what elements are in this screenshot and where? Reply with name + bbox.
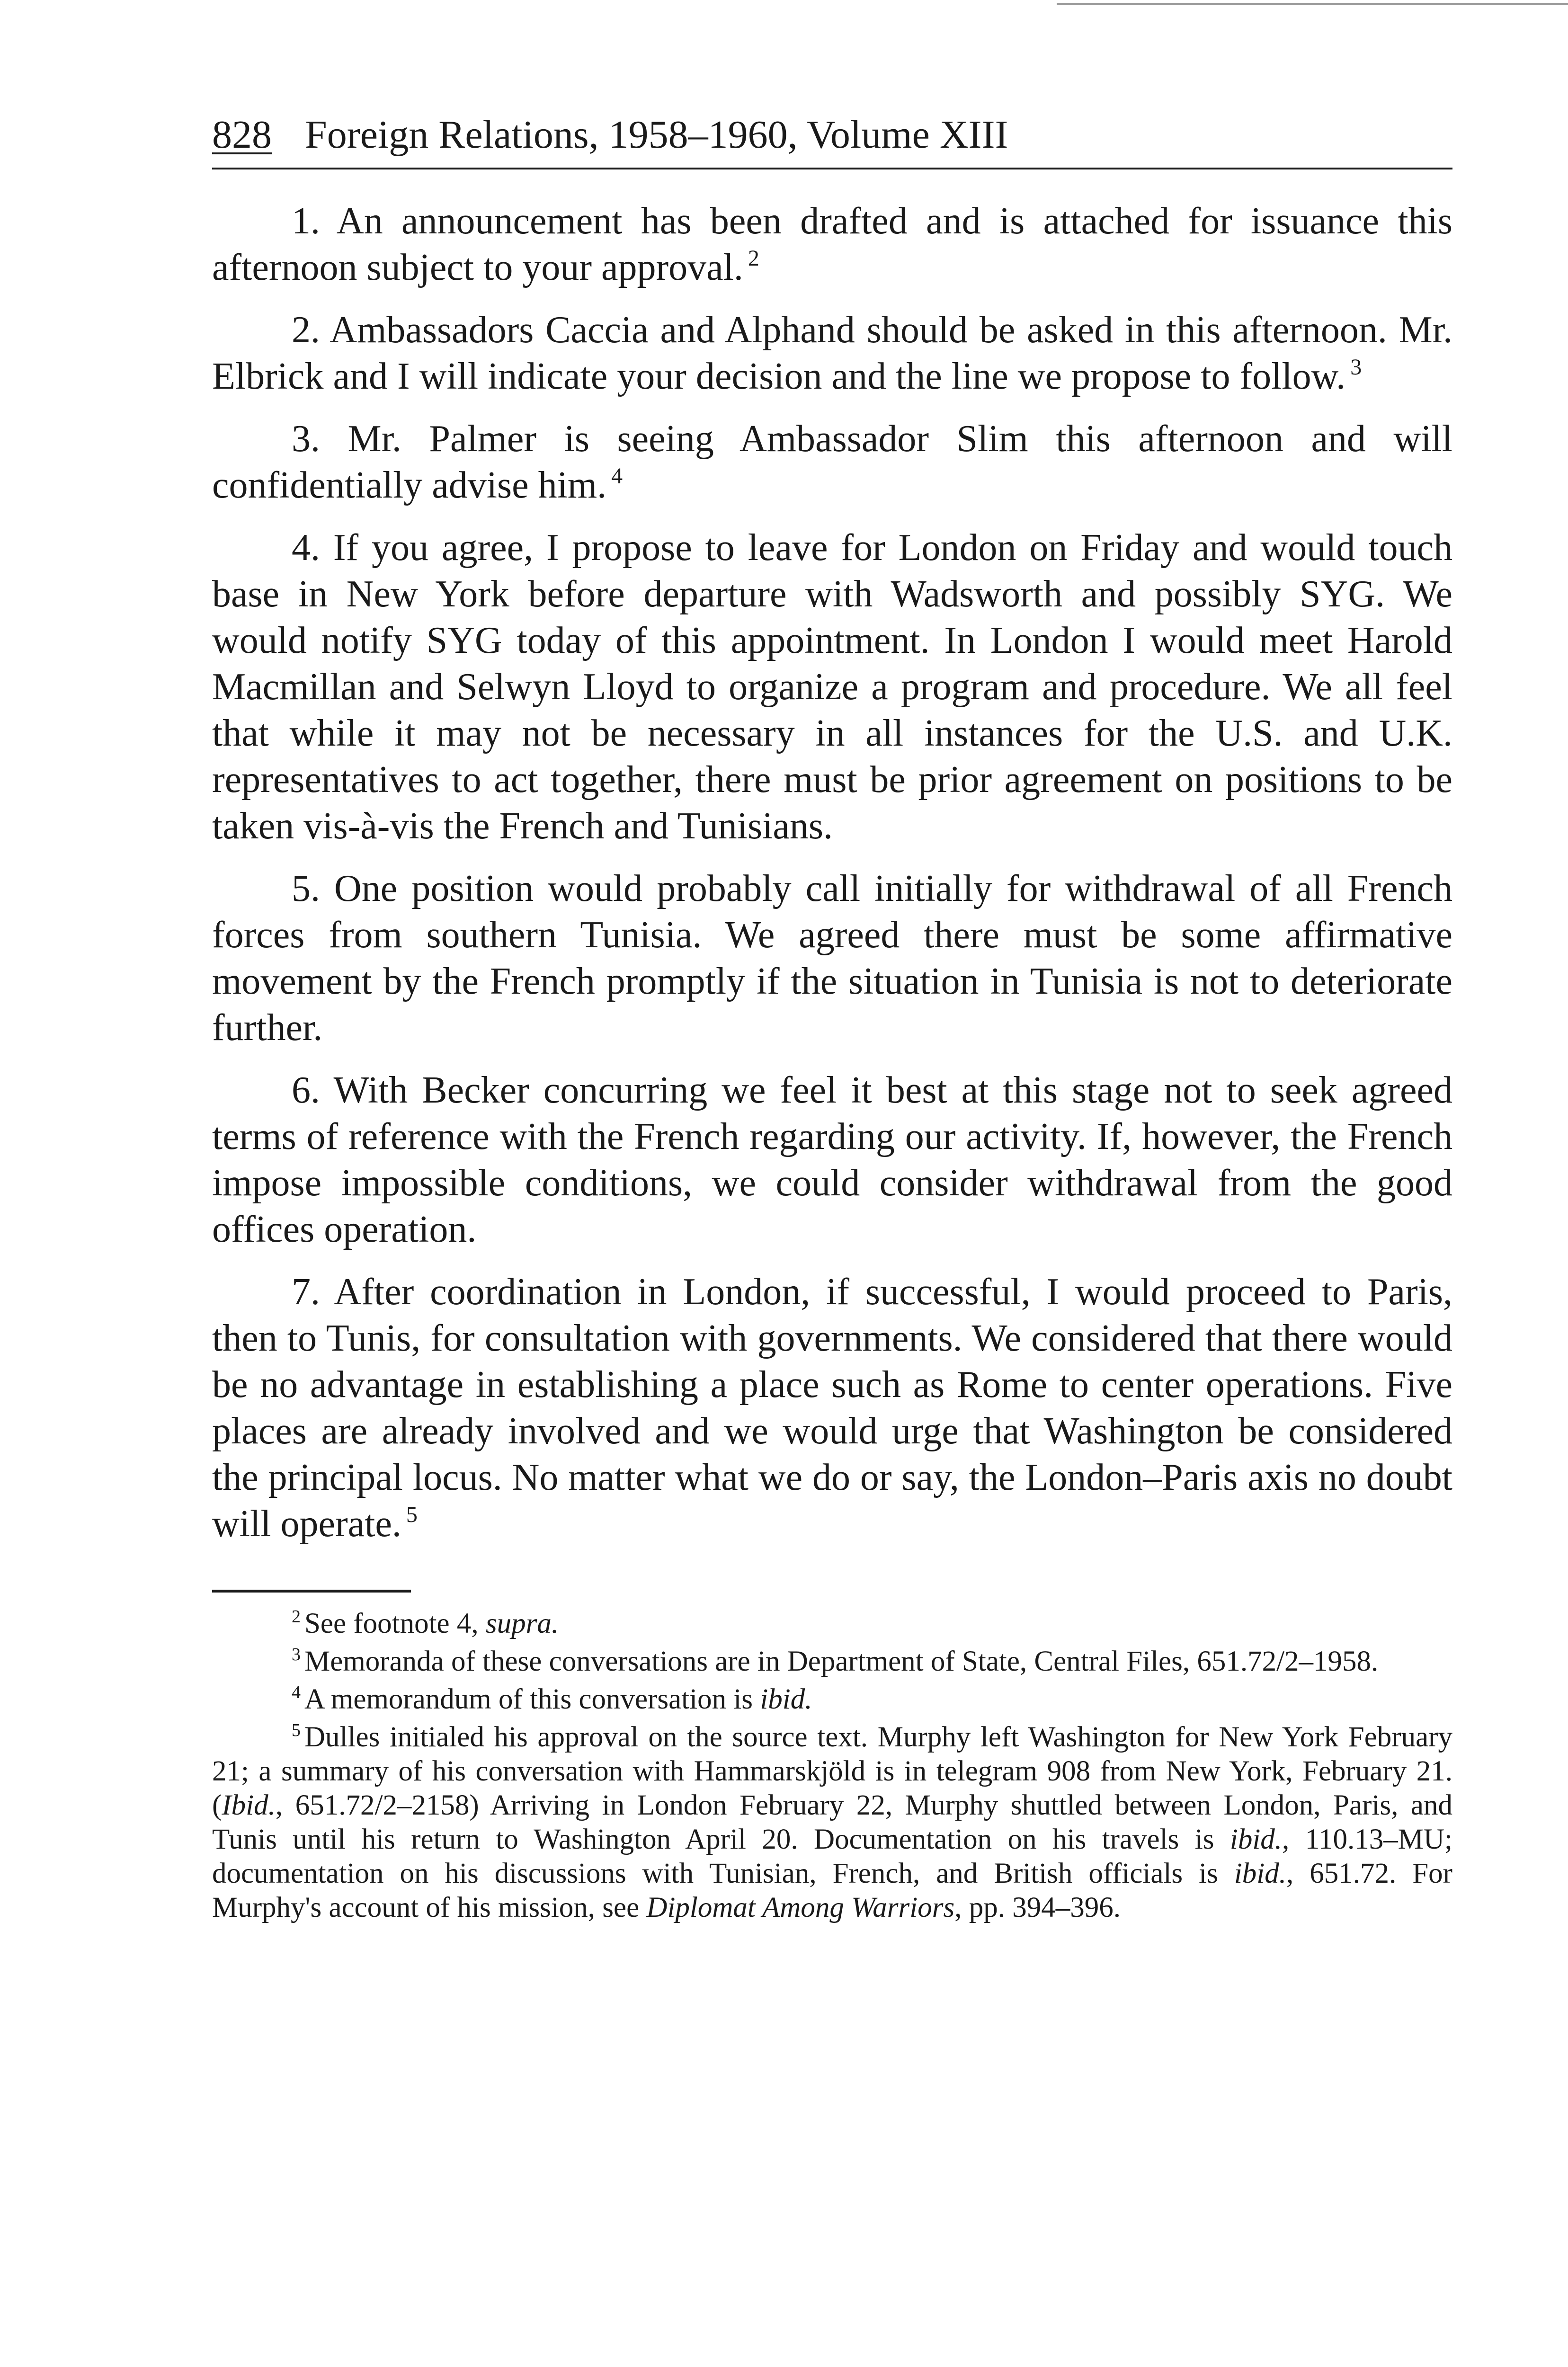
scan-edge-line — [1057, 3, 1568, 5]
paragraph-2 — [212, 307, 1452, 400]
paragraph-7 — [212, 1269, 1452, 1547]
footnote-4 — [212, 1682, 1452, 1717]
footnote-5-italic-d: ibid. — [1229, 1824, 1283, 1855]
paragraph-6-text: 6. With Becker concurring we feel it best at this stage not to seek agreed terms of reference with the French regarding our activity. If, however, the French impose impossible conditions, we could consider withdrawal from the good offices operation. — [212, 1069, 1452, 1250]
footnote-5-text-e: , 110.13–MU; documentation on his discussions with Tunisian, French, and British officials is — [212, 1824, 1452, 1889]
paragraph-1 — [212, 198, 1452, 291]
footnote-5-italic-b: Ibid. — [222, 1789, 276, 1821]
volume-title: Foreign Relations, 1958–1960, Volume XIII — [305, 113, 1008, 157]
paragraph-3-text: 3. Mr. Palmer is seeing Ambassador Slim this afternoon and will confidentially advise him. — [212, 418, 1452, 506]
footnote-2 — [212, 1607, 1452, 1641]
paragraph-6 — [212, 1067, 1452, 1253]
footnote-ref-4: 4 — [611, 463, 623, 489]
paragraph-4 — [212, 525, 1452, 849]
footnote-2-italic: supra. — [485, 1608, 559, 1639]
footnote-2-number: 2 — [292, 1607, 301, 1627]
footnote-4-number: 4 — [292, 1682, 301, 1702]
footnote-5-text-a: Dulles initialed his approval on the source text. Murphy left Washington for New York February 21; a summary of his conversation with Hammarskjöld is in telegram 908 from New York, February 21. ( — [212, 1721, 1452, 1821]
running-header — [212, 109, 1452, 169]
footnote-3-text: Memoranda of these conversations are in Department of State, Central Files, 651.72/2–1958. — [304, 1646, 1379, 1677]
footnote-5 — [212, 1720, 1452, 1925]
footnote-5-text-i: , pp. 394–396. — [954, 1892, 1121, 1923]
footnote-ref-5: 5 — [406, 1502, 418, 1527]
footnote-5-italic-h: Diplomat Among Warriors — [646, 1892, 955, 1923]
footnote-ref-3: 3 — [1350, 355, 1362, 380]
footnote-5-text-c: , 651.72/2–2158) Arriving in London February 22, Murphy shuttled between London, Paris, and Tunis until his return to Washington April 20. Documentation on his travels is — [212, 1789, 1452, 1855]
footnote-4-italic: ibid. — [760, 1683, 812, 1715]
footnote-3 — [212, 1645, 1452, 1679]
footnote-ref-2: 2 — [748, 246, 759, 271]
footnote-rule — [212, 1590, 411, 1593]
page-number: 828 — [212, 113, 272, 157]
paragraph-7-text: 7. After coordination in London, if successful, I would proceed to Paris, then to Tunis, for consultation with governments. We considered that there would be no advantage in establishing a place such as Rome to center operations. Five places are already involved and we would urge that Washington be considered the principal locus. No matter what we do or say, the London–Paris axis no doubt will operate. — [212, 1271, 1452, 1545]
footnote-2-text: See footnote 4, — [304, 1608, 486, 1639]
footnote-5-italic-f: ibid. — [1234, 1858, 1286, 1889]
paragraph-5-text: 5. One position would probably call initially for withdrawal of all French forces from southern Tunisia. We agreed there must be some affirmative movement by the French promptly if the situation in Tunisia is not to deteriorate further. — [212, 868, 1452, 1049]
footnote-4-text: A memorandum of this conversation is — [304, 1683, 760, 1715]
document-page — [212, 109, 1452, 1929]
paragraph-4-text: 4. If you agree, I propose to leave for London on Friday and would touch base in New York before departure with Wadsworth and possibly SYG. We would notify SYG today of this appointment. In London I would meet Harold Macmillan and Selwyn Lloyd to organize a program and procedure. We all feel that while it may not be necessary in all instances for the U.S. and U.K. representatives to act together, there must be prior agreement on positions to be taken vis-à-vis the French and Tunisians. — [212, 527, 1452, 847]
footnote-5-text-g: , 651.72. For Murphy's account of his mission, see — [212, 1858, 1452, 1923]
paragraph-5 — [212, 865, 1452, 1051]
paragraph-2-text: 2. Ambassadors Caccia and Alphand should be asked in this afternoon. Mr. Elbrick and I will indicate your decision and the line we propose to follow. — [212, 309, 1452, 397]
paragraph-3 — [212, 416, 1452, 508]
paragraph-1-text: 1. An announcement has been drafted and is attached for issuance this afternoon subject to your approval. — [212, 200, 1452, 288]
footnote-3-number: 3 — [292, 1645, 301, 1664]
footnote-5-number: 5 — [292, 1720, 301, 1740]
